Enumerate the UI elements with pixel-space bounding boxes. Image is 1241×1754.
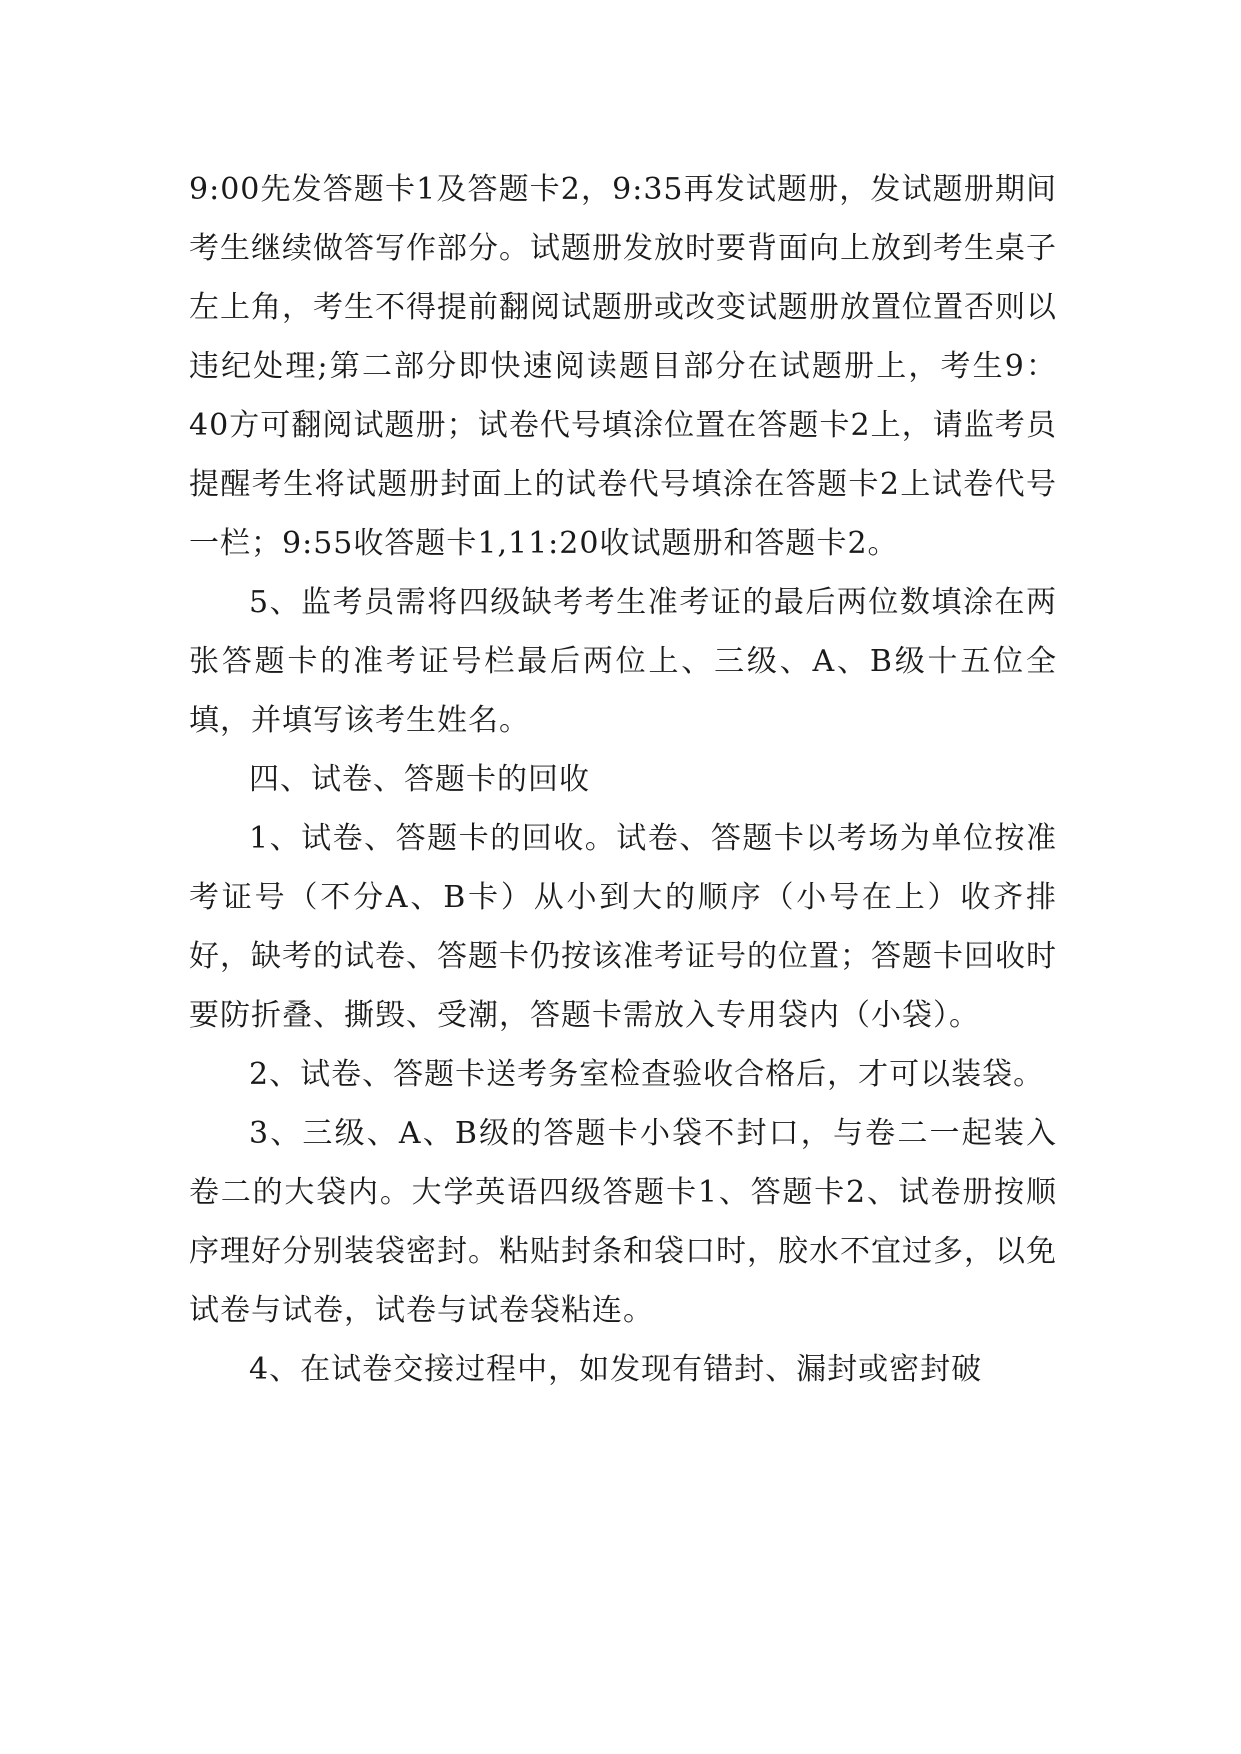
section-heading-collection: 四、试卷、答题卡的回收 [249, 762, 590, 797]
paragraph-collection-order: 1、试卷、答题卡的回收。试卷、答题卡以考场为单位按准考证号（不分A、B卡）从小到大的顺序（小号在上）收齐排好，缺考的试卷、答题卡仍按该准考证号的位置；答题卡回收时要防折叠、撕毁、受潮，答题卡需放入专用袋内（小袋）。 [189, 821, 1057, 1033]
paragraph-exam-schedule: 9:00先发答题卡1及答题卡2，9:35再发试题册，发试题册期间考生继续做答写作部分。试题册发放时要背面向上放到考生桌子左上角，考生不得提前翻阅试题册或改变试题册放置位置否则以违纪处理;第二部分即快速阅读题目部分在试题册上，考生9：40方可翻阅试题册；试卷代号填涂位置在答题卡2上，请监考员提醒考生将试题册封面上的试卷代号填涂在答题卡2上试卷代号一栏；9:55收答题卡1,11:20收试题册和答题卡2。 [189, 172, 1057, 561]
paragraph-inspection: 2、试卷、答题卡送考务室检查验收合格后，才可以装袋。 [249, 1057, 1045, 1092]
paragraph-bagging: 3、三级、A、B级的答题卡小袋不封口，与卷二一起装入卷二的大袋内。大学英语四级答题卡1、答题卡2、试卷册按顺序理好分别装袋密封。粘贴封条和袋口时，胶水不宜过多，以免试卷与试卷，试卷与试卷袋粘连。 [189, 1116, 1057, 1328]
paragraph-absent-candidate: 5、监考员需将四级缺考考生准考证的最后两位数填涂在两张答题卡的准考证号栏最后两位上、三级、A、B级十五位全填，并填写该考生姓名。 [189, 585, 1057, 738]
document-body [189, 160, 1057, 1399]
paragraph-handover: 4、在试卷交接过程中，如发现有错封、漏封或密封破 [249, 1352, 983, 1387]
